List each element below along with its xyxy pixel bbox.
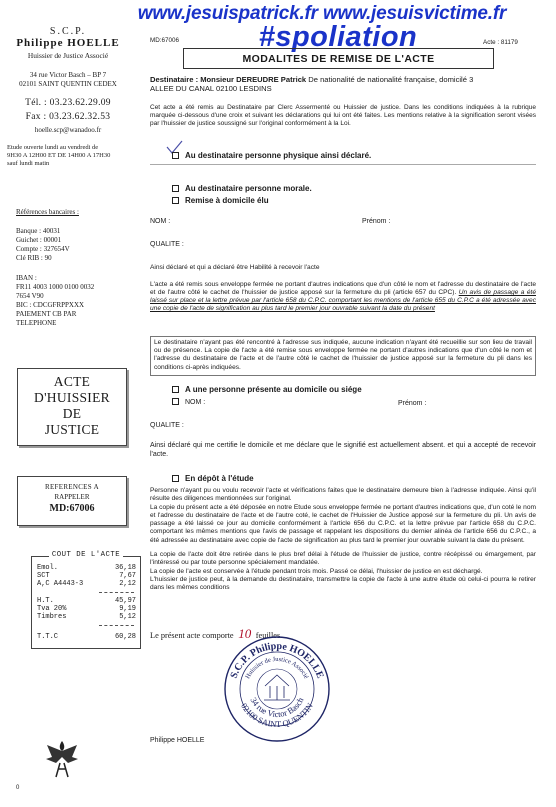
signer-name: Philippe HOELLE <box>150 737 205 744</box>
nom-field-2 <box>172 398 205 408</box>
sec4-paragraph: L'huissier de justice peut, à la demande du destinataire, transmettre la copie de l'acte à une autre étude où celui-ci pourra le retirer dans les mêmes conditions <box>150 575 536 592</box>
divider <box>150 164 536 165</box>
bank-line: Clé RIB : 90 <box>16 254 52 262</box>
pages-count: 10 <box>238 626 252 641</box>
destinataire-block <box>150 75 536 94</box>
option-personne-physique[interactable] <box>172 151 371 161</box>
option-label: Au destinataire personne morale. <box>185 184 312 193</box>
stamp-outer-text: S.C.P. Philippe HOELLE <box>228 640 326 681</box>
option-label: En dépôt à l'étude <box>185 474 254 483</box>
checkbox-icon <box>172 185 179 192</box>
office-name: Philippe HOELLE <box>16 37 120 49</box>
bank-line: FR11 4003 1000 0100 0032 <box>16 283 95 291</box>
cost-label: SCT <box>37 572 50 580</box>
office-hours <box>7 144 133 168</box>
nom-label: NOM : <box>185 399 206 406</box>
references-label: REFERENCES A <box>45 483 99 491</box>
acte-box-line: DE <box>62 406 82 421</box>
office-hours-line: Etude ouverte lundi au vendredi de <box>7 144 99 151</box>
prenom-field-2: Prénom : <box>398 400 427 407</box>
banner-urls: www.jesuispatrick.fr www.jesuisvictime.fr <box>137 3 507 24</box>
option-label: Au destinataire personne physique ainsi déclaré. <box>185 151 372 160</box>
bank-line: 7654 V90 <box>16 292 44 300</box>
checkbox-icon <box>172 475 179 482</box>
cost-value: 60,28 <box>114 633 136 641</box>
checkbox-icon <box>172 386 179 393</box>
cost-label: Tva 20% <box>37 605 67 613</box>
bank-line: BIC : CDCGFRPPXXX <box>16 301 85 309</box>
sec3-paragraph: Ainsi déclaré qui me certifie le domicile et me déclare que le signifié est actuellement absent. et qui a accepté de recevoir l'acte. <box>150 442 536 458</box>
bank-line: TELEPHONE <box>16 319 57 327</box>
pages-suffix: feuilles. <box>255 631 283 640</box>
qualite-field-2: QUALITE : <box>150 422 184 429</box>
destinataire-name: Destinataire : Monsieur DEREUDRE Patrick <box>150 75 307 84</box>
destinataire-address: ALLEE DU CANAL 02100 LESDINS <box>150 84 272 94</box>
sec1-italic-text: Un avis de passage a été laissé sur place et la lettre prévue par l'article 658 du C.P.C. comportant les mentions de l'article 655 du C.P.C a été adressée avec une copie de l'acte de signification au plus tard le premier jour ouvrable suivant la date du présent <box>150 289 536 313</box>
cost-value: 45,97 <box>114 597 136 605</box>
cost-value: 9,19 <box>119 605 136 613</box>
sec4-block <box>150 487 536 592</box>
sec1-text: L'acte a été remis sous enveloppe fermée ne portant d'autres indications que d'un côté le nom et l'adresse du destinataire de l'acte et de l'autre côté le cachet de l'huissier de justice apposé sur la fermeture du pli (article 657 du CPC). <box>150 281 536 297</box>
office-fax: Fax : 03.23.62.32.53 <box>25 112 111 122</box>
acte-box-line: D'HUISSIER <box>34 390 110 405</box>
nom-field: NOM : <box>150 218 171 225</box>
stamp-address-text: 34 rue Victor Basch <box>248 695 306 720</box>
cost-label: Timbres <box>37 613 67 621</box>
references-label: RAPPELER <box>54 492 90 501</box>
bank-references-title: Références bancaires : <box>16 208 79 216</box>
cost-value: 2,12 <box>119 580 136 588</box>
option-personne-presente[interactable] <box>172 385 362 395</box>
official-stamp <box>222 634 332 744</box>
sec4-paragraph: Personne n'ayant pu ou voulu recevoir l'acte et vérifications faites que le destinataire demeure bien à l'adresse indiquée. Ainsi qu'il résulte des diligences mentionnées sur l'original. <box>150 487 536 503</box>
page-title: MODALITES DE REMISE DE L'ACTE <box>183 48 494 69</box>
prenom-field: Prénom : <box>362 218 391 225</box>
acte-box-line: JUSTICE <box>44 422 100 437</box>
sec1-paragraph <box>150 281 536 313</box>
bank-line: Guichet : 00001 <box>16 236 62 244</box>
office-role: Huissier de Justice Associé <box>27 51 109 60</box>
cost-label: Emol. <box>37 564 59 572</box>
declared-line: Ainsi déclaré et qui a déclaré être Habilité à recevoir l'acte <box>150 264 320 271</box>
cost-title-text: COUT DE L'ACTE <box>49 551 123 559</box>
absence-box: Le destinataire n'ayant pas été rencontré à l'adresse sus indiquée, aucune indication n'ayant été recueillie sur son lieu de travail ou de présence. La copie de l'acte a été remise sous enveloppe fermée ne portant d'autres indications que d'un côté le nom et l'adresse du destinataire de l'acte et de l'autre côté le cachet de l'huissier de justice apposé sur la fermeture du pli dans les conditions ci-après indiquées. <box>150 336 536 376</box>
bank-line: IBAN : <box>16 274 37 282</box>
office-hours-line: 9H30 A 12H00 ET DE 14H00 A 17H30 <box>7 152 111 160</box>
option-label: Remise à domicile élu <box>185 196 269 205</box>
bank-line: PAIEMENT CB PAR <box>16 310 77 318</box>
office-scp: S.C.P. <box>49 26 87 37</box>
stamp-emblem-icon <box>264 675 290 700</box>
checkbox-icon <box>172 197 179 204</box>
acte-number: Acte : 81179 <box>483 39 518 46</box>
stamp-city-text: 02100 SAINT QUENTIN <box>239 701 315 730</box>
office-phone: Tél. : 03.23.62.29.09 <box>25 98 111 108</box>
intro-paragraph: Cet acte a été remis au Destinataire par Clerc Assermenté ou Huissier de justice. Dans les conditions indiquées à la rubrique marquée ci-dessous d'une croix et suivant les déclarations qui lui ont été faites. Les mentions relative à la signification seront visées par l'huissier de justice soussigné sur l'original conformément à la Loi. <box>150 104 536 127</box>
acte-box-line: ACTE <box>53 374 91 389</box>
office-address-line2: 02101 SAINT QUENTIN CEDEX <box>19 80 117 88</box>
cost-label: T.T.C <box>37 633 59 641</box>
cost-value: 7,67 <box>119 572 136 580</box>
cost-box <box>31 551 141 649</box>
destinataire-detail: De nationalité de nationalité française, domicilé 3 <box>306 75 474 84</box>
bank-line: Compte : 327654V <box>16 245 70 253</box>
acte-huissier-box <box>17 368 127 446</box>
references-box <box>17 476 127 526</box>
checkbox-icon <box>172 152 179 159</box>
cost-separator <box>99 625 134 626</box>
cost-title <box>32 551 140 560</box>
checkbox-icon[interactable] <box>172 398 179 405</box>
option-label: A une personne présente au domicile ou siége <box>185 385 362 394</box>
cost-value: 36,18 <box>114 564 136 572</box>
cost-label: H.T. <box>37 597 54 605</box>
references-value: MD:67006 <box>49 503 95 515</box>
cost-separator <box>99 592 134 593</box>
md-reference: MD:67006 <box>150 37 180 44</box>
option-depot-etude[interactable] <box>172 474 254 484</box>
option-domicile-elu[interactable] <box>172 196 269 206</box>
sec4-paragraph: La copie de l'acte doit être retirée dans le plus bref délai à l'étude de l'huissier de justice, contre récépissé ou émargement, par l'intéressé ou par toute personne spécialement mandatée. <box>150 550 536 566</box>
office-email: hoelle.scp@wanadoo.fr <box>34 126 102 134</box>
sec4-paragraph: La copie du présent acte a été déposée en notre Etude sous enveloppe fermée ne portant d'autres indications que, d'un coté le nom et l'adresse du destinataire de l'acte et de l'autre coté, le cachet de l'Huissier de Justice apposé sur la fermeture du pli. Un avis de passage a été laissé ce jour au domicile conformément à l'article 656 du C.P.C. et la lettre prévue par l'article 658 du C.P.C. comportant les mêmes mentions que l'avis de passage et rappelant les dispositions du dernier alinéa de l'article 656 du C.P.C., a été adressée au destinataire avec copie de l'acte de signification au plus tard le premier jour ouvrable suivant la date du présent. <box>150 504 536 544</box>
page-number: 0 <box>16 785 20 791</box>
cost-label: A,C A4443-3 <box>37 580 84 588</box>
eagle-emblem-icon <box>42 737 82 779</box>
banner-hashtag: #spoliation <box>258 21 418 53</box>
pages-prefix: Le présent acte comporte <box>150 631 234 640</box>
option-personne-morale[interactable] <box>172 184 312 194</box>
sec4-paragraph: La copie de l'acte est conservée à l'étude pendant trois mois. Passé ce délai, l'huissier de justice en est déchargé. <box>150 567 483 575</box>
bank-line: Banque : 40031 <box>16 227 61 235</box>
qualite-field: QUALITE : <box>150 241 184 248</box>
office-hours-line: sauf lundi matin <box>7 160 50 168</box>
office-address-line1: 34 rue Victor Basch – BP 7 <box>29 71 107 79</box>
stamp-inner-text: Huissier de Justice Associé <box>244 655 310 681</box>
cost-value: 5,12 <box>119 613 136 621</box>
